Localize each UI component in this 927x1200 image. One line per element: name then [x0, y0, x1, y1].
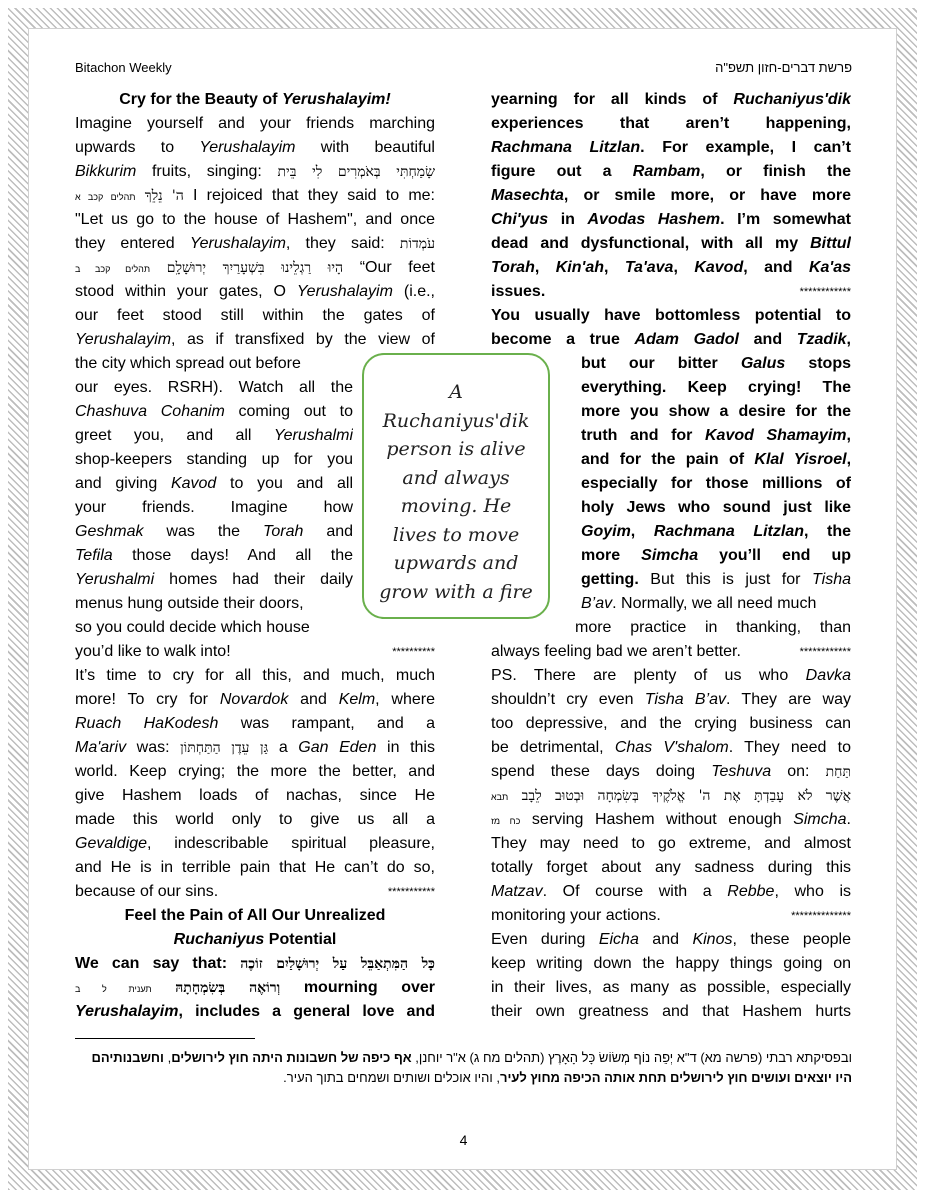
text-line: their own greatness and that Hashem hurts — [491, 1003, 851, 1020]
text-line: PS. There are plenty of us who Davka — [491, 667, 851, 684]
text-line: yearning for all kinds of Ruchaniyus'dik — [491, 91, 851, 108]
text-line: our feet stood still within the gates of — [75, 307, 435, 324]
text-line: Torah, Kin'ah, Ta'ava, Kavod, and Ka'as — [491, 259, 851, 276]
text-line: Yerushalayim, includes a general love and — [75, 1003, 435, 1020]
text-line: keep writing down the happy things going on — [491, 955, 851, 972]
separator-stars: ********** — [392, 646, 435, 658]
page-number: 4 — [459, 1132, 468, 1148]
text-line: אֲשֶׁר לֹא עָבַדְתָּ אֶת ה' אֱלֹקֶיךָ בְּשִׂמְחָה וּבְטוּב לֵבָב תבא — [491, 788, 851, 804]
text-line: Chashuva Cohanim coming out to — [75, 403, 353, 420]
separator-stars: ************ — [799, 646, 851, 658]
text-line: world. Keep crying; the more the better, and — [75, 763, 435, 780]
pull-quote-line: Ruchaniyus'dik — [382, 409, 530, 432]
text-line: dead and dysfunctional, with all my Bittul — [491, 235, 851, 252]
text-line: Gevaldige, indescribable spiritual pleasure, — [75, 835, 435, 852]
pull-quote-line: moving. He — [400, 495, 512, 517]
text-line: Bikkurim fruits, singing: שָׂמַחְתִּי בְּאֹמְרִים לִי בֵּית — [75, 163, 435, 180]
text-line: We can say that: כָּל הַמִּתְאַבֵּל עַל יְרוּשָׁלַיִם זוֹכֶה — [75, 955, 435, 972]
text-line: everything. Keep crying! The — [581, 379, 851, 396]
text-line: your friends. Imagine how — [75, 499, 353, 516]
text-line: greet you, and all Yerushalmi — [75, 427, 353, 444]
text-line: experiences that aren’t happening, — [491, 115, 851, 132]
text-line: Yerushalmi homes had their daily — [75, 571, 353, 588]
text-line: Rachmana Litzlan. For example, I can’t — [491, 139, 851, 156]
text-line: Imagine yourself and your friends marching — [75, 115, 435, 132]
text-line: so you could decide which house — [75, 619, 310, 636]
pull-quote-line: upwards and — [393, 552, 519, 574]
section-title: Cry for the Beauty of Yerushalayim! — [119, 91, 391, 108]
text-line: always feeling bad we aren’t better. ************ — [491, 640, 851, 664]
text-line: You usually have bottomless potential to — [491, 307, 851, 324]
text-line: truth and for Kavod Shamayim, — [581, 427, 851, 444]
text-line: especially for those millions of — [581, 475, 851, 492]
text-line: stood within your gates, O Yerushalayim (i.e., — [75, 283, 435, 300]
text-line: shouldn’t cry even Tisha B’av. They are way — [491, 691, 851, 708]
text-line: B’av. Normally, we all need much — [581, 595, 817, 612]
parsha-header: פרשת דברים-חזון תשפ"ה — [715, 60, 852, 75]
text-line: They may need to go extreme, and almost — [491, 835, 851, 852]
text-line: Yerushalayim, as if transfixed by the view of — [75, 331, 435, 348]
text-line: Goyim, Rachmana Litzlan, the — [581, 523, 851, 540]
text-line: figure out a Rambam, or finish the — [491, 163, 851, 180]
pull-quote-line: grow with a fire — [379, 580, 533, 603]
text-line: Masechta, or smile more, or have more — [491, 187, 851, 204]
separator-stars: ************** — [791, 910, 851, 922]
text-line: be detrimental, Chas V'shalom. They need to — [491, 739, 851, 756]
text-line: more practice in thanking, than — [575, 619, 851, 636]
pull-quote-line: lives to move — [392, 523, 520, 546]
text-line: "Let us go to the house of Hashem", and once — [75, 211, 435, 228]
text-line: issues. ************ — [491, 280, 851, 304]
pull-quote-box — [362, 353, 550, 619]
separator-stars: ************ — [799, 286, 851, 298]
separator-stars: *********** — [387, 886, 435, 898]
text-line: הָיוּ רַגְלֵינוּ בִּשְׁעָרַיִךְ יְרוּשָׁלִָם תהלים קכב ב “Our feet — [75, 259, 435, 276]
pull-quote-line: and always — [402, 466, 510, 489]
text-line: made this world only to give us all a — [75, 811, 435, 828]
text-line: and giving Kavod to you and all — [75, 475, 353, 492]
text-line: ה' נֵלֵךְ תהלים קכב א I rejoiced that they said to me: — [75, 187, 435, 204]
text-line: and He is in terrible pain that He can’t do so, — [75, 859, 435, 876]
text-line: more Simcha you’ll end up — [581, 547, 851, 564]
text-line: menus hung outside their doors, — [75, 595, 304, 612]
text-line: holy Jews who sound just like — [581, 499, 851, 516]
text-line: in their lives, as many as possible, especially — [491, 979, 851, 996]
text-line: but our bitter Galus stops — [581, 355, 851, 372]
footnote-rule — [75, 1038, 255, 1039]
text-line: Geshmak was the Torah and — [75, 523, 353, 540]
text-line: and for the pain of Klal Yisroel, — [581, 451, 851, 468]
text-line: you’d like to walk into! ********** — [75, 640, 435, 664]
pull-quote-line: A — [449, 381, 463, 403]
section-subtitle: Feel the Pain of All Our Unrealized — [124, 907, 386, 924]
text-line: they entered Yerushalayim, they said: עֹמְדוֹת — [75, 235, 435, 252]
footnote: ובפסיקתא רבתי (פרשה מא) ד"א יְפֵה נוֹף מְשׂוֹשׂ כָּל הָאָרֶץ (תהלים מח ג) א"ר יוחנן, אף כיפה של חשבונות היתה חוץ לירושלים, וחשבנותיהם היו יוצאים ועושים חוץ לירושלים תחת אותה הכיפה מחוץ לעיר, והיו אוכלים ושותים ושמחים בתוך העיר. — [91, 1050, 852, 1085]
newsletter-title: Bitachon Weekly — [75, 60, 172, 75]
text-line: give Hashem loads of nachas, since He — [75, 787, 435, 804]
text-line: become a true Adam Gadol and Tzadik, — [491, 331, 851, 348]
text-line: Even during Eicha and Kinos, these people — [491, 931, 851, 948]
text-line: the city which spread out before — [75, 355, 301, 372]
text-line: כח מז serving Hashem without enough Simcha. — [491, 811, 851, 828]
text-line: Ma'ariv was: גַּן עֵדֶן הַתַּחְתּוֹן a Gan Eden in this — [75, 739, 435, 756]
text-line: too depressive, and the crying business can — [491, 715, 851, 732]
text-line: more you show a desire for the — [581, 403, 851, 420]
section-subtitle: Ruchaniyus Potential — [173, 931, 337, 948]
text-line: shop-keepers standing up for you — [75, 451, 353, 468]
text-line: Matzav. Of course with a Rebbe, who is — [491, 883, 851, 900]
text-line: more! To cry for Novardok and Kelm, where — [75, 691, 435, 708]
text-line: וְרוֹאֶה בְּשִׂמְחָתָהּ תענית ל ב mourning over — [75, 979, 435, 996]
pull-quote-line: person is alive — [386, 438, 526, 460]
text-line: our eyes. RSRH). Watch all the — [75, 379, 353, 396]
text-line: spend these days doing Teshuva on: תַּחַת — [491, 763, 851, 780]
text-line: upwards to Yerushalayim with beautiful — [75, 139, 435, 156]
text-line: totally forget about any sadness during this — [491, 859, 851, 876]
text-line: Ruach HaKodesh was rampant, and a — [75, 715, 435, 732]
text-line: It’s time to cry for all this, and much, much — [75, 667, 435, 684]
text-line: monitoring your actions. ************** — [491, 904, 851, 928]
text-line: Chi'yus in Avodas Hashem. I’m somewhat — [491, 211, 851, 228]
text-line: Tefila those days! And all the — [75, 547, 353, 564]
text-line: because of our sins. *********** — [75, 880, 435, 904]
text-line: getting. But this is just for Tisha — [581, 571, 851, 588]
